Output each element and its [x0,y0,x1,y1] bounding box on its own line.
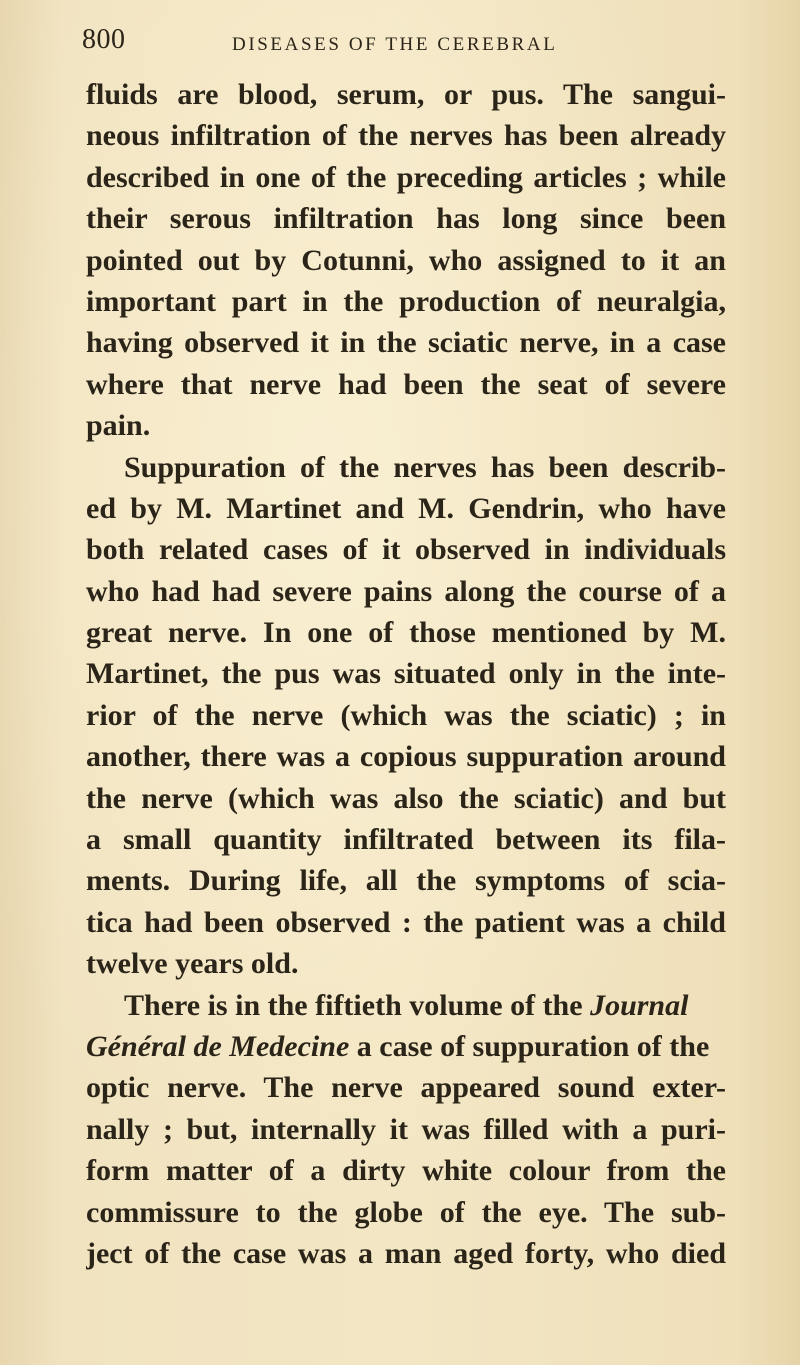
text-line: where that nerve had been the seat of severe [86,367,726,401]
text-line: who had had severe pains along the course of a [86,574,726,608]
text-line: ject of the case was a man aged forty, who died [86,1236,726,1270]
text-line: optic nerve. The nerve appeared sound exter- [86,1071,726,1105]
text-segment: a case of suppuration of the [349,1029,710,1063]
text-line: tica had been observed : the patient was a child [86,905,726,939]
text-line: neous infiltration of the nerves has been already [86,119,726,153]
text-line: pointed out by Cotunni, who assigned to it an [86,243,726,277]
text-line: rior of the nerve (which was the sciatic) ; in [86,698,726,732]
text-line: commissure to the globe of the eye. The sub- [86,1195,726,1229]
journal-title-italic: Journal [590,988,689,1022]
text-line: ed by M. Martinet and M. Gendrin, who have [86,491,726,525]
text-line: a small quantity infiltrated between its fila- [86,823,726,857]
text-line: described in one of the preceding articles ; while [86,160,726,194]
paragraph-start-line: Suppuration of the nerves has been describ- [124,450,726,484]
text-line: another, there was a copious suppuration around [86,740,726,774]
text-line: pain. [86,409,151,443]
text-line: form matter of a dirty white colour from the [86,1154,726,1188]
text-line: the nerve (which was also the sciatic) and but [86,781,726,815]
text-line: great nerve. In one of those mentioned by M. [86,616,726,650]
text-line: important part in the production of neuralgia, [86,284,726,318]
journal-title-italic: Général de Medecine [86,1029,350,1063]
text-line: having observed it in the sciatic nerve, in a case [86,326,726,360]
running-title: DISEASES OF THE CEREBRAL [232,34,558,55]
text-line [86,1026,726,1067]
text-segment: There is in the fiftieth volume of the [124,988,591,1022]
page-number: 800 [82,24,126,55]
body-text [86,74,726,1274]
text-line: nally ; but, internally it was filled with a puri- [86,1112,726,1146]
text-line: both related cases of it observed in individuals [86,533,726,567]
text-line: ments. During life, all the symptoms of scia- [86,864,726,898]
text-line: twelve years old. [86,947,299,981]
text-line: their serous infiltration has long since been [86,202,726,236]
text-line: Martinet, the pus was situated only in the inte- [86,657,726,691]
paragraph-start-line [86,985,726,1026]
text-line: fluids are blood, serum, or pus. The sangui- [86,78,726,111]
running-head [82,14,602,64]
